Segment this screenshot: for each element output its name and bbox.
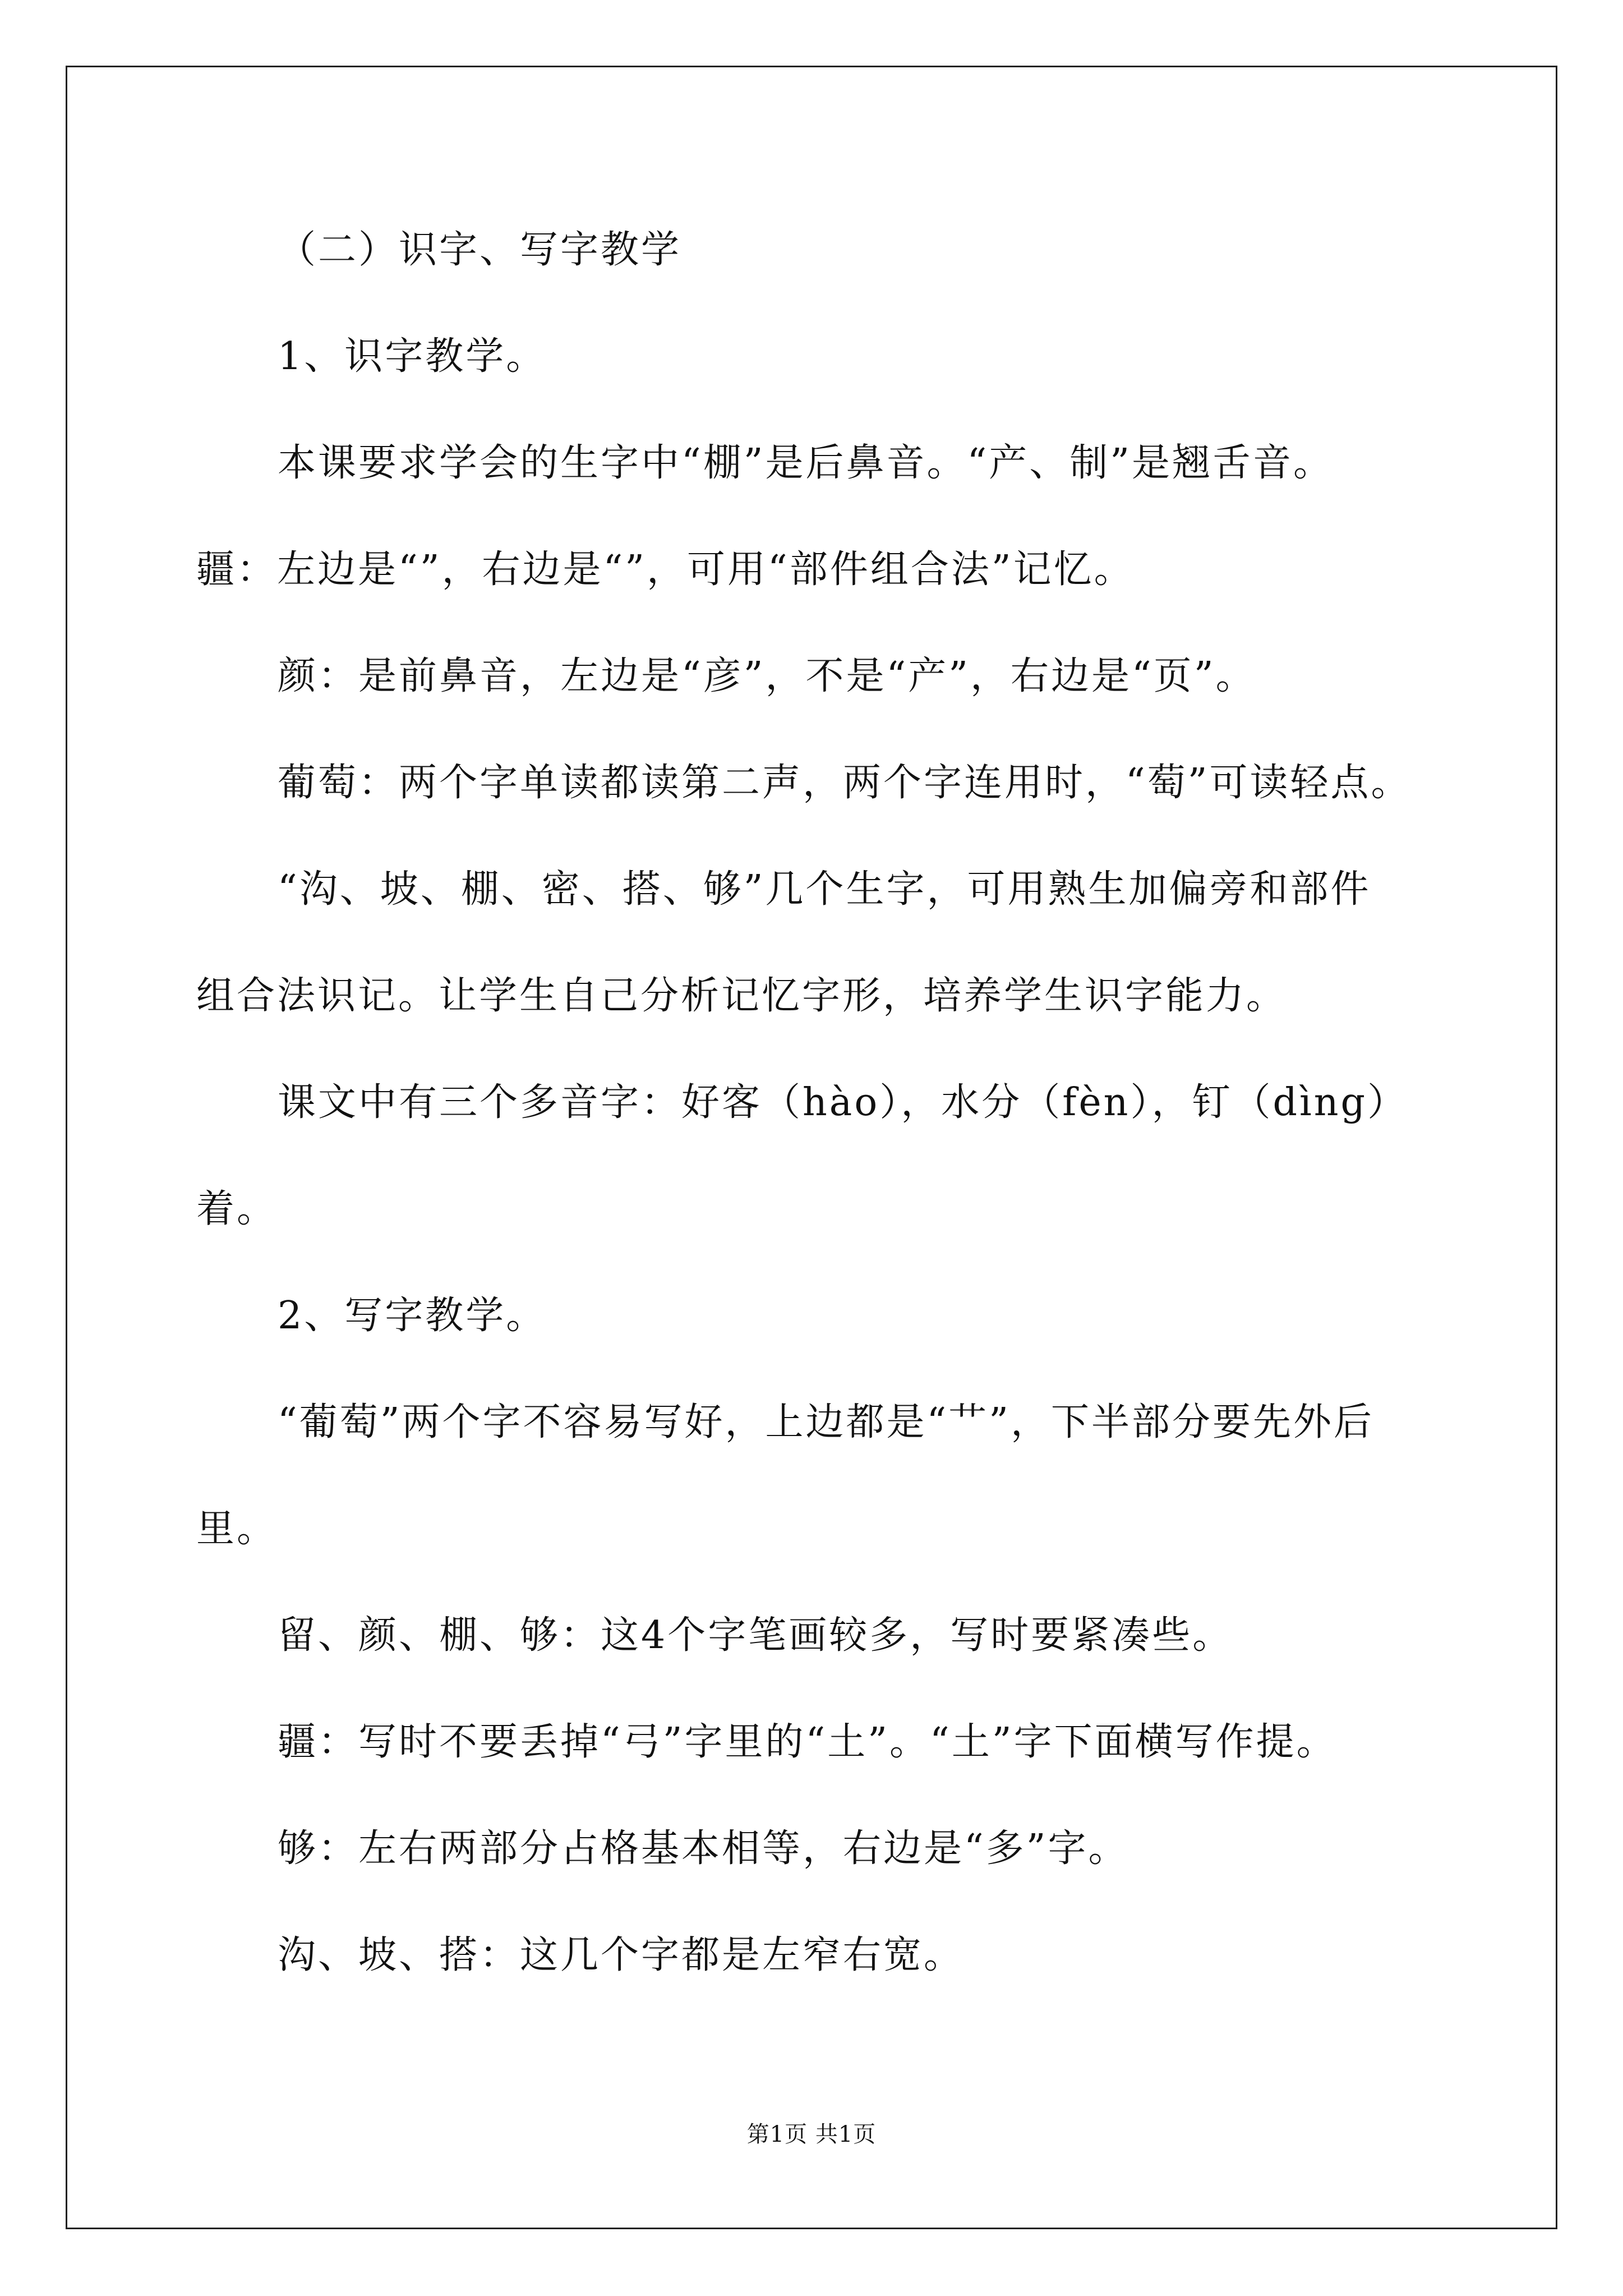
paragraph-line: 课文中有三个多音字：好客（hào），水分（fèn），钉（dìng）	[278, 1080, 1408, 1125]
subheading-writing: 2、写字教学。	[278, 1294, 547, 1338]
page-number: 第1页 共1页	[746, 2122, 877, 2147]
paragraph-line: 沟、坡、搭：这几个字都是左窄右宽。	[278, 1933, 965, 1977]
paragraph-line: 颜：是前鼻音，左边是“彦”，不是“产”，右边是“页”。	[278, 654, 1256, 698]
paragraph-line: 够：左右两部分占格基本相等，右边是“多”字。	[278, 1826, 1129, 1871]
paragraph-line: 疆：写时不要丢掉“弓”字里的“土”。“土”字下面横写作提。	[278, 1720, 1337, 1764]
paragraph-line: 里。	[196, 1507, 278, 1551]
paragraph-line: “葡萄”两个字不容易写好，上边都是“艹”，下半部分要先外后	[278, 1400, 1375, 1444]
paragraph-line: 疆：左边是“”，右边是“”，可用“部件组合法”记忆。	[196, 547, 1135, 592]
paragraph-line: 组合法识记。让学生自己分析记忆字形，培养学生识字能力。	[196, 974, 1287, 1018]
subheading-literacy: 1、识字教学。	[278, 334, 547, 379]
paragraph-line: 葡萄：两个字单读都读第二声，两个字连用时，“萄”可读轻点。	[278, 761, 1412, 805]
paragraph-line: “沟、坡、棚、密、搭、够”几个生字，可用熟生加偏旁和部件	[278, 867, 1371, 912]
paragraph-line: 着。	[196, 1187, 278, 1231]
section-heading: （二）识字、写字教学	[278, 228, 682, 272]
paragraph-line: 本课要求学会的生字中“棚”是后鼻音。“产、制”是翘舌音。	[278, 441, 1334, 485]
paragraph-line: 留、颜、棚、够：这4个字笔画较多，写时要紧凑些。	[278, 1613, 1233, 1658]
